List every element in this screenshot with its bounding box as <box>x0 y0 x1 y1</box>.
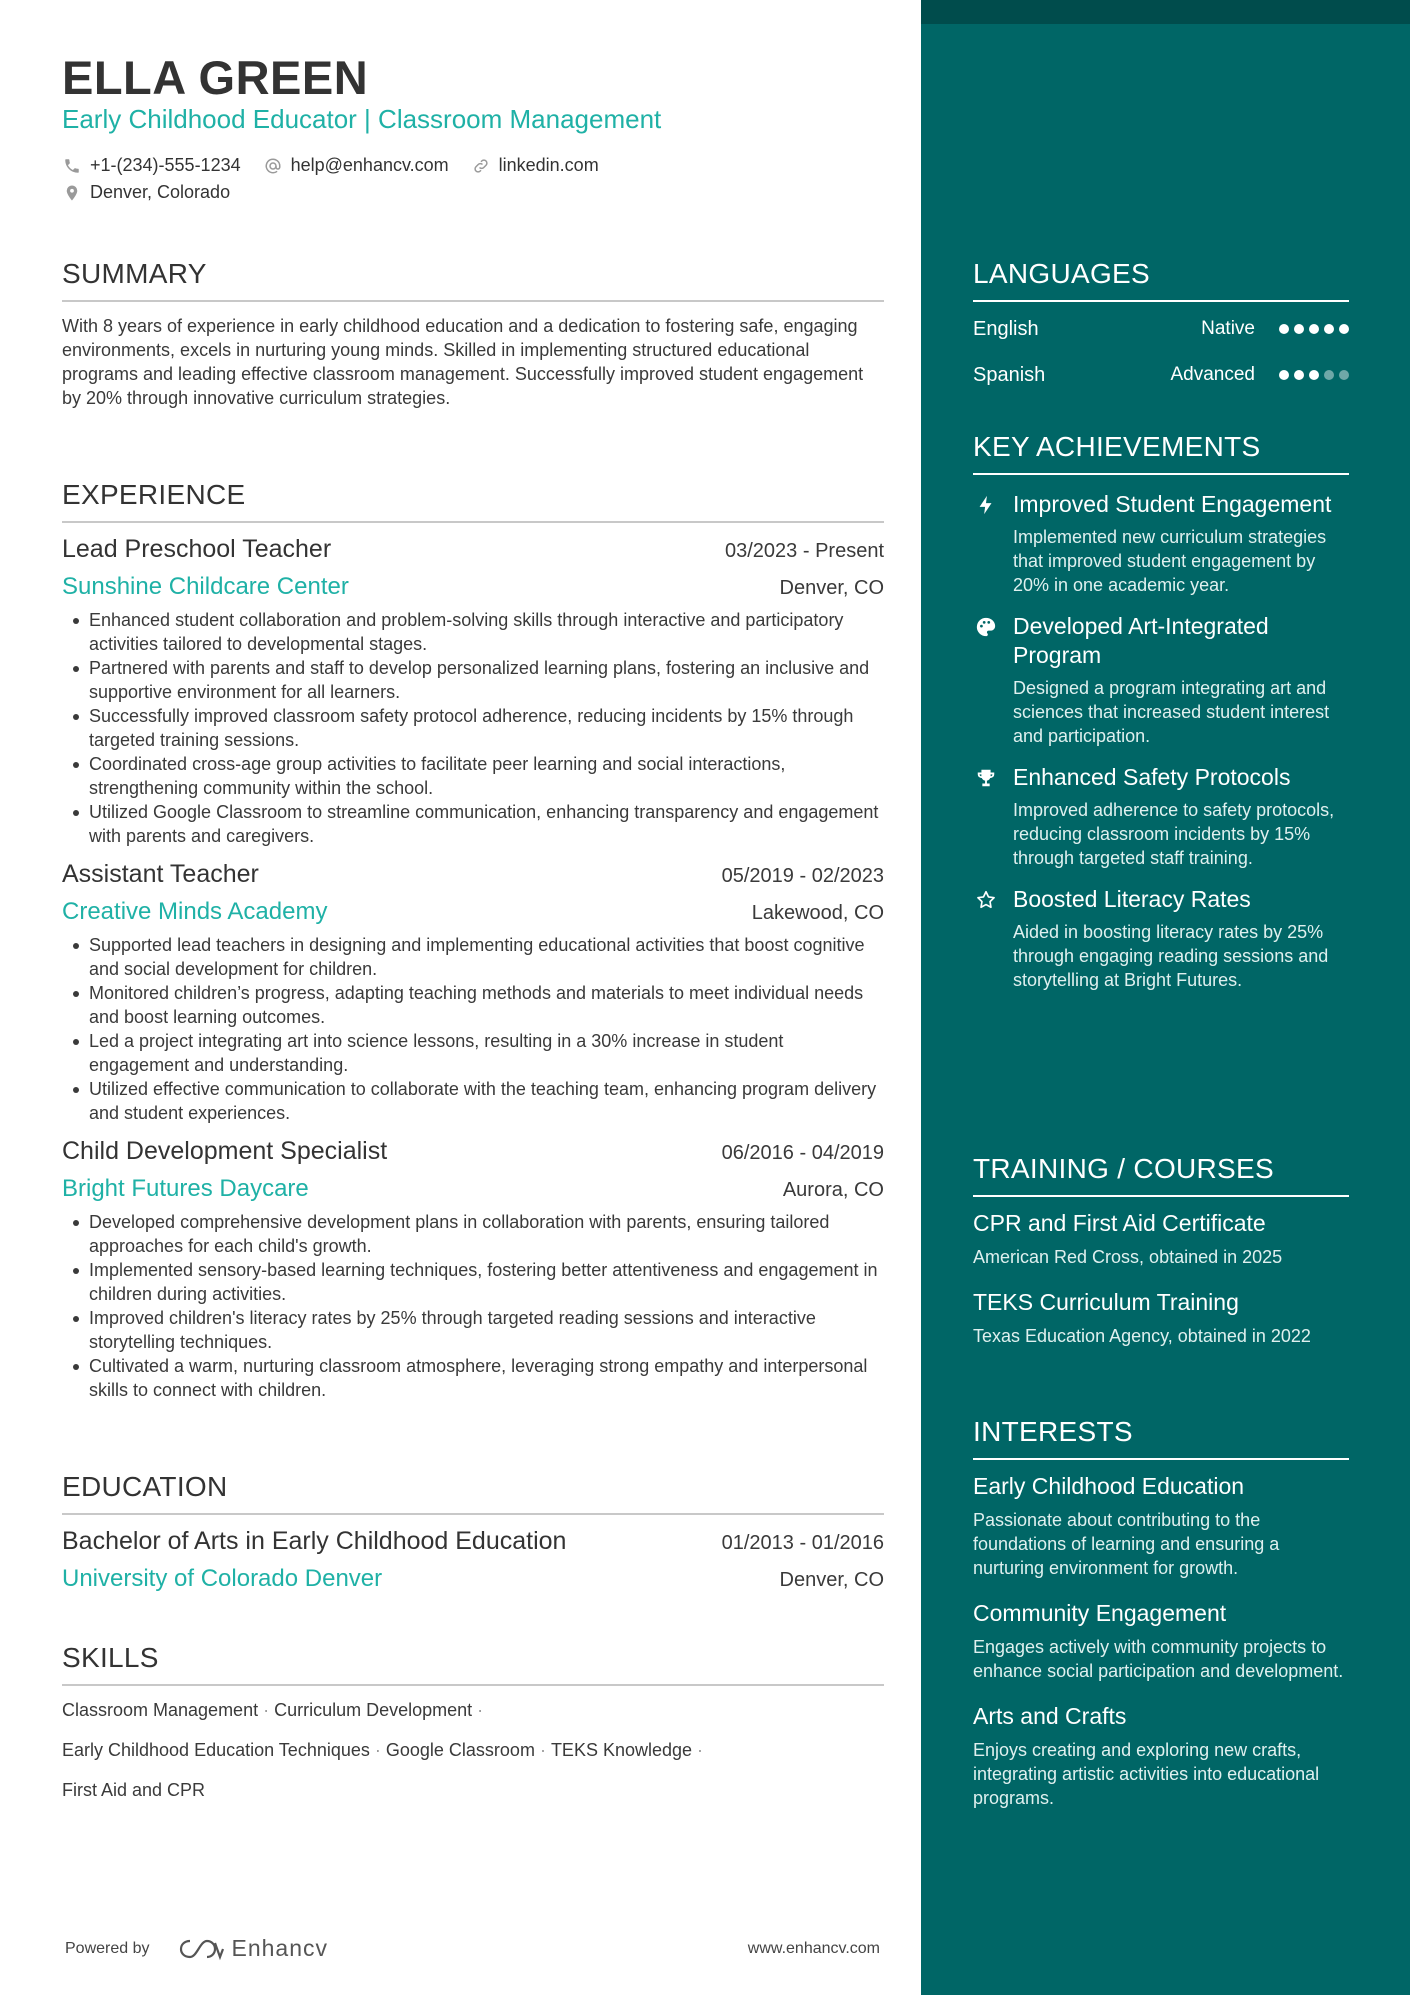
contact-location <box>62 182 230 203</box>
achievement-desc: Designed a program integrating art and sciences that increased student interest and participation. <box>1013 678 1330 746</box>
skill-item: TEKS Knowledge <box>550 1740 693 1760</box>
course-item <box>973 1289 1349 1348</box>
skill-item: Curriculum Development <box>274 1700 473 1720</box>
summary-section <box>62 258 884 410</box>
interest-item <box>973 1703 1349 1810</box>
enhancv-logo[interactable] <box>178 1935 329 1962</box>
rating-dot-empty <box>1324 370 1334 380</box>
rating-dot-filled <box>1324 324 1334 334</box>
star-icon <box>973 885 999 992</box>
education-section <box>62 1471 884 1593</box>
brand-text: Enhancv <box>231 1935 329 1961</box>
location-text: Denver, Colorado <box>90 182 231 202</box>
palette-icon <box>973 612 999 748</box>
education-degree: Bachelor of Arts in Early Childhood Education <box>62 1527 567 1555</box>
achievement-title: Enhanced Safety Protocols <box>1013 764 1291 790</box>
interest-title: Arts and Crafts <box>973 1703 1127 1729</box>
job-bullet: Monitored children’s progress, adapting teaching methods and materials to meet individual needs and boost learning outcomes. <box>62 981 884 1029</box>
job-location: Denver, CO <box>779 577 884 599</box>
achievement-title: Boosted Literacy Rates <box>1013 886 1251 912</box>
bolt-icon <box>973 490 999 597</box>
candidate-name: ELLA GREEN <box>62 51 369 104</box>
job-entry <box>62 1137 884 1402</box>
enhancv-logo-icon <box>178 1937 224 1961</box>
rating-dot-filled <box>1279 324 1289 334</box>
training-title: TRAINING / COURSES <box>973 1153 1349 1197</box>
languages-title: LANGUAGES <box>973 258 1349 302</box>
rating-dot-empty <box>1339 370 1349 380</box>
course-title: CPR and First Aid Certificate <box>973 1210 1266 1236</box>
sidebar-top-bar <box>921 0 1410 24</box>
skill-item: Early Childhood Education Techniques <box>62 1740 370 1760</box>
rating-dot-filled <box>1294 370 1304 380</box>
education-dates: 01/2013 - 01/2016 <box>721 1532 884 1554</box>
language-rating <box>1279 370 1349 380</box>
job-bullet: Coordinated cross-age group activities to facilitate peer learning and social interactions, strengthening community within the school. <box>62 752 884 800</box>
course-title: TEKS Curriculum Training <box>973 1289 1239 1315</box>
powered-by-label: Powered by <box>65 1939 150 1957</box>
language-level: Native <box>1201 318 1255 339</box>
language-rating <box>1279 324 1349 334</box>
interest-title: Early Childhood Education <box>973 1473 1245 1499</box>
education-title: EDUCATION <box>62 1471 884 1515</box>
job-company: Bright Futures Daycare <box>62 1175 309 1202</box>
interest-desc: Passionate about contributing to the foundations of learning and ensuring a nurturing environment for growth. <box>973 1510 1280 1578</box>
linkedin-text: linkedin.com <box>498 155 599 175</box>
job-dates: 06/2016 - 04/2019 <box>721 1142 884 1164</box>
job-bullet: Utilized effective communication to collaborate with the teaching team, enhancing program delivery and student experiences. <box>62 1077 884 1125</box>
link-icon <box>471 156 491 176</box>
job-bullet: Enhanced student collaboration and problem-solving skills through interactive and participatory activities tailored to developmental stages. <box>62 608 884 656</box>
contact-linkedin[interactable] <box>471 155 599 176</box>
interest-title: Community Engagement <box>973 1600 1227 1626</box>
job-location: Aurora, CO <box>782 1179 884 1201</box>
experience-title: EXPERIENCE <box>62 479 884 523</box>
skill-item: First Aid and CPR <box>62 1780 206 1800</box>
achievement-title: Improved Student Engagement <box>1013 491 1332 517</box>
skills-section <box>62 1642 884 1810</box>
trophy-icon <box>973 763 999 870</box>
experience-section <box>62 479 884 1402</box>
website-link[interactable]: www.enhancv.com <box>747 1939 880 1957</box>
language-name: English <box>973 317 1039 340</box>
languages-section <box>973 258 1349 398</box>
rating-dot-filled <box>1339 324 1349 334</box>
education-school: University of Colorado Denver <box>62 1565 383 1592</box>
language-item <box>973 352 1349 398</box>
job-bullet: Utilized Google Classroom to streamline communication, enhancing transparency and engagement with parents and caregivers. <box>62 800 884 848</box>
rating-dot-filled <box>1279 370 1289 380</box>
job-bullet: Supported lead teachers in designing and implementing educational activities that boost cognitive and social development for children. <box>62 933 884 981</box>
rating-dot-filled <box>1309 370 1319 380</box>
education-location: Denver, CO <box>779 1569 884 1591</box>
job-bullet: Improved children's literacy rates by 25% through targeted reading sessions and interactive storytelling techniques. <box>62 1306 884 1354</box>
interest-desc: Enjoys creating and exploring new crafts, integrating artistic activities into educational programs. <box>973 1740 1320 1808</box>
job-title: Lead Preschool Teacher <box>62 535 332 563</box>
achievement-title: Developed Art-Integrated Program <box>1013 613 1269 668</box>
job-bullets <box>62 933 884 1125</box>
job-bullet: Implemented sensory-based learning techniques, fostering better attentiveness and engagement in children during activities. <box>62 1258 884 1306</box>
achievement-desc: Improved adherence to safety protocols, reducing classroom incidents by 15% through targeted staff training. <box>1013 800 1335 868</box>
job-company: Creative Minds Academy <box>62 898 328 925</box>
location-pin-icon <box>62 183 82 203</box>
job-entry <box>62 535 884 848</box>
job-location: Lakewood, CO <box>751 902 884 924</box>
job-bullet: Partnered with parents and staff to develop personalized learning plans, fostering an inclusive and supportive environment for all learners. <box>62 656 884 704</box>
interest-item <box>973 1600 1349 1683</box>
course-desc: American Red Cross, obtained in 2025 <box>973 1247 1283 1267</box>
interest-item <box>973 1473 1349 1580</box>
candidate-headline: Early Childhood Educator | Classroom Management <box>62 104 662 134</box>
interests-title: INTERESTS <box>973 1416 1349 1460</box>
job-bullets <box>62 1210 884 1402</box>
phone-icon <box>62 156 82 176</box>
skills-title: SKILLS <box>62 1642 884 1686</box>
skill-item: Classroom Management <box>62 1700 259 1720</box>
course-desc: Texas Education Agency, obtained in 2022 <box>973 1326 1311 1346</box>
skill-item: Google Classroom <box>385 1740 535 1760</box>
achievement-desc: Implemented new curriculum strategies that improved student engagement by 20% in one academic year. <box>1013 527 1327 595</box>
email-text: help@enhancv.com <box>290 155 449 175</box>
phone-text: +1-(234)-555-1234 <box>90 155 241 175</box>
achievement-item <box>973 763 1349 870</box>
footer <box>65 1935 880 1962</box>
language-level: Advanced <box>1170 364 1255 385</box>
contact-phone[interactable] <box>62 155 241 176</box>
job-company: Sunshine Childcare Center <box>62 573 349 600</box>
rating-dot-filled <box>1294 324 1304 334</box>
job-bullets <box>62 608 884 848</box>
job-title: Assistant Teacher <box>62 860 259 888</box>
achievement-item <box>973 612 1349 748</box>
skills-line: Classroom Management · Curriculum Development · <box>62 1700 484 1720</box>
rating-dot-filled <box>1309 324 1319 334</box>
job-bullet: Cultivated a warm, nurturing classroom atmosphere, leveraging strong empathy and interpersonal skills to connect with children. <box>62 1354 884 1402</box>
job-bullet: Successfully improved classroom safety protocol adherence, reducing incidents by 15% through targeted training sessions. <box>62 704 884 752</box>
achievement-item <box>973 490 1349 597</box>
achievement-item <box>973 885 1349 992</box>
skills-line <box>62 1770 884 1810</box>
job-bullet: Led a project integrating art into science lessons, resulting in a 30% increase in student engagement and understanding. <box>62 1029 884 1077</box>
job-entry <box>62 860 884 1125</box>
job-dates: 05/2019 - 02/2023 <box>721 865 884 887</box>
interests-section <box>973 1416 1349 1810</box>
skills-line: Early Childhood Education Techniques · Google Classroom · TEKS Knowledge · <box>62 1740 704 1760</box>
contact-email[interactable] <box>263 155 449 176</box>
training-section <box>973 1153 1349 1348</box>
job-bullet: Developed comprehensive development plans in collaboration with parents, ensuring tailored approaches for each child's growth. <box>62 1210 884 1258</box>
sidebar <box>921 0 1410 1995</box>
contact-info <box>62 152 621 206</box>
summary-title: SUMMARY <box>62 258 884 302</box>
language-name: Spanish <box>973 363 1046 386</box>
course-item <box>973 1210 1349 1269</box>
job-dates: 03/2023 - Present <box>725 540 884 562</box>
achievements-title: KEY ACHIEVEMENTS <box>973 431 1349 475</box>
job-title: Child Development Specialist <box>62 1137 388 1165</box>
achievements-section <box>973 431 1349 992</box>
achievement-desc: Aided in boosting literacy rates by 25% through engaging reading sessions and storytelling at Bright Futures. <box>1013 922 1329 990</box>
summary-text: With 8 years of experience in early childhood education and a dedication to fostering safe, engaging environments, excels in nurturing young minds. Skilled in implementing structured educational programs and leading effective classroom management. Successfully improved student engagement by 20% through innovative curriculum strategies. <box>62 316 864 408</box>
language-item <box>973 306 1349 352</box>
at-icon <box>263 156 283 176</box>
interest-desc: Engages actively with community projects to enhance social participation and development. <box>973 1637 1344 1681</box>
